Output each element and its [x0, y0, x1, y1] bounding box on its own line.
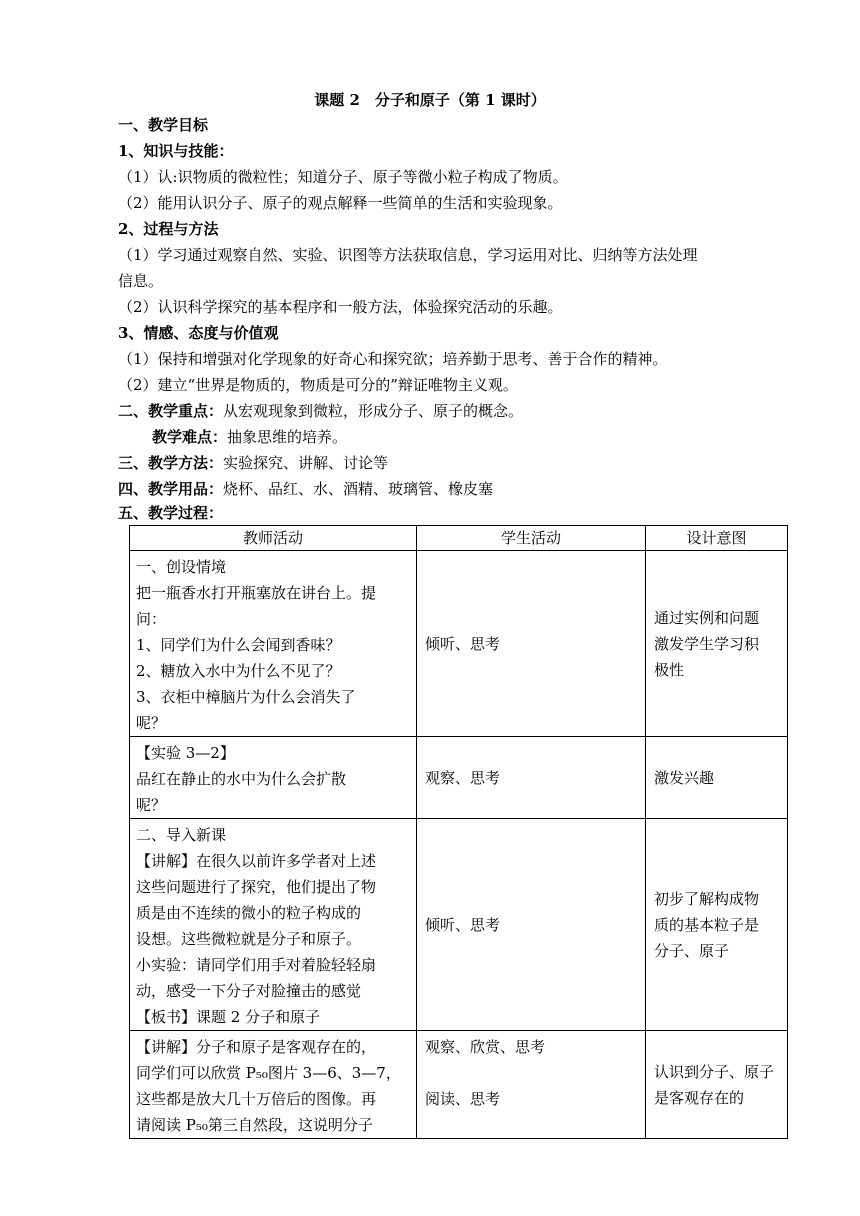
- cell-line: 1、同学们为什么会闻到香味？: [136, 636, 341, 654]
- cell-line: 动，感受一下分子对脸撞击的感觉: [136, 982, 362, 1000]
- cell-line: 分子、原子: [654, 941, 730, 960]
- goal-item: （1）学习通过观察自然、实验、识图等方法获取信息，学习运用对比、归纳等方法处理: [118, 246, 698, 264]
- teacher-activity-cell: [130, 737, 417, 819]
- cell-line: 一、创设情境: [136, 558, 227, 576]
- cell-line: 初步了解构成物: [654, 889, 760, 908]
- cell-line: 请阅读 P₅₀第三自然段，这说明分子: [136, 1116, 373, 1134]
- design-intent-cell: [646, 1031, 788, 1139]
- key-points-line: [118, 401, 523, 421]
- cell-line: 设想。这些微粒就是分子和原子。: [136, 930, 362, 948]
- header-teacher-activity: 教师活动: [130, 526, 417, 551]
- design-intent-cell: [646, 819, 788, 1031]
- cell-line: 呢？: [136, 796, 167, 814]
- process-heading: 五、教学过程：: [118, 504, 224, 522]
- difficulty-text: 抽象思维的培养。: [227, 428, 348, 446]
- cell-line: 阅读、思考: [425, 1090, 501, 1108]
- table-row: [130, 551, 788, 737]
- cell-line: 品红在静止的水中为什么会扩散: [136, 770, 347, 788]
- cell-line: 【讲解】分子和原子是客观存在的，: [136, 1038, 377, 1056]
- teacher-activity-cell: [130, 1031, 417, 1139]
- cell-line: 这些问题进行了探究，他们提出了物: [136, 878, 377, 896]
- cell-line: 小实验：请同学们用手对着脸轻轻扇: [136, 956, 377, 974]
- design-intent-cell: [646, 737, 788, 819]
- teaching-process-table: [129, 525, 788, 1139]
- cell-line: 观察、思考: [425, 768, 501, 787]
- header-design-intent: 设计意图: [646, 526, 788, 551]
- goal-item: （2）认识科学探究的基本程序和一般方法，体验探究活动的乐趣。: [118, 298, 563, 316]
- table-row: [130, 737, 788, 819]
- subheading-knowledge-skills: 1、知识与技能：: [118, 142, 234, 160]
- design-intent-cell: [646, 551, 788, 737]
- cell-line: 观察、欣赏、思考: [425, 1038, 546, 1056]
- cell-line: 把一瓶香水打开瓶塞放在讲台上。提: [136, 584, 377, 602]
- header-student-activity: 学生活动: [417, 526, 646, 551]
- methods-text: 实验探究、讲解、讨论等: [223, 454, 389, 472]
- table-row: [130, 819, 788, 1031]
- table-row: [130, 1031, 788, 1139]
- materials-text: 烧杯、品红、水、酒精、玻璃管、橡皮塞: [223, 480, 494, 498]
- student-activity-cell: [417, 737, 646, 819]
- materials-label: 四、教学用品：: [118, 480, 224, 498]
- cell-line: 二、导入新课: [136, 826, 227, 844]
- goal-item: 信息。: [118, 272, 164, 290]
- key-points-label: 二、教学重点：: [118, 402, 224, 420]
- goal-item: （2）建立“世界是物质的，物质是可分的”辩证唯物主义观。: [118, 376, 518, 394]
- teacher-activity-cell: [130, 551, 417, 737]
- cell-line: 激发兴趣: [654, 768, 715, 787]
- difficulty-line: [152, 427, 347, 447]
- heading-teaching-goals: 一、教学目标: [118, 116, 209, 134]
- cell-line: 激发学生学习积: [654, 634, 760, 653]
- cell-line: 倾听、思考: [425, 915, 501, 934]
- cell-line: 质的基本粒子是: [654, 915, 760, 934]
- cell-line: 倾听、思考: [425, 634, 501, 653]
- materials-line: [118, 479, 493, 499]
- cell-line: 是客观存在的: [654, 1088, 745, 1107]
- key-points-text: 从宏观现象到微粒，形成分子、原子的概念。: [223, 402, 524, 420]
- student-activity-cell: [417, 1031, 646, 1139]
- document-title: 课题 2 分子和原子（第 1 课时）: [314, 91, 546, 109]
- methods-label: 三、教学方法：: [118, 454, 224, 472]
- cell-line: 呢？: [136, 714, 167, 732]
- cell-line: 质是由不连续的微小的粒子构成的: [136, 904, 362, 922]
- student-activity-cell: [417, 551, 646, 737]
- cell-line: 【实验 3—2】: [136, 744, 235, 762]
- cell-line: 极性: [654, 660, 685, 679]
- subheading-attitudes-values: 3、情感、态度与价值观: [118, 324, 279, 342]
- cell-line: 同学们可以欣赏 P₅₀图片 3—6、3—7，: [136, 1064, 401, 1082]
- student-activity-cell: [417, 819, 646, 1031]
- goal-item: （2）能用认识分子、原子的观点解释一些简单的生活和实验现象。: [118, 194, 563, 212]
- difficulty-label: 教学难点：: [152, 428, 228, 446]
- methods-line: [118, 453, 388, 473]
- cell-line: 通过实例和问题: [654, 608, 760, 627]
- goal-item: （1）保持和增强对化学现象的好奇心和探究欲；培养勤于思考、善于合作的精神。: [118, 350, 668, 368]
- cell-line: 认识到分子、原子: [654, 1062, 775, 1081]
- cell-line: 2、糖放入水中为什么不见了？: [136, 662, 341, 680]
- subheading-process-methods: 2、过程与方法: [118, 220, 219, 238]
- cell-line: 这些都是放大几十万倍后的图像。再: [136, 1090, 377, 1108]
- teacher-activity-cell: [130, 819, 417, 1031]
- cell-line: 【讲解】在很久以前许多学者对上述: [136, 852, 377, 870]
- cell-line: [425, 1060, 639, 1086]
- goal-item: （1）认:识物质的微粒性；知道分子、原子等微小粒子构成了物质。: [118, 168, 568, 186]
- cell-line: 【板书】课题 2 分子和原子: [136, 1008, 321, 1026]
- cell-line: 3、衣柜中樟脑片为什么会消失了: [136, 688, 356, 706]
- cell-line: 问：: [136, 610, 167, 628]
- table-header-row: [130, 526, 788, 551]
